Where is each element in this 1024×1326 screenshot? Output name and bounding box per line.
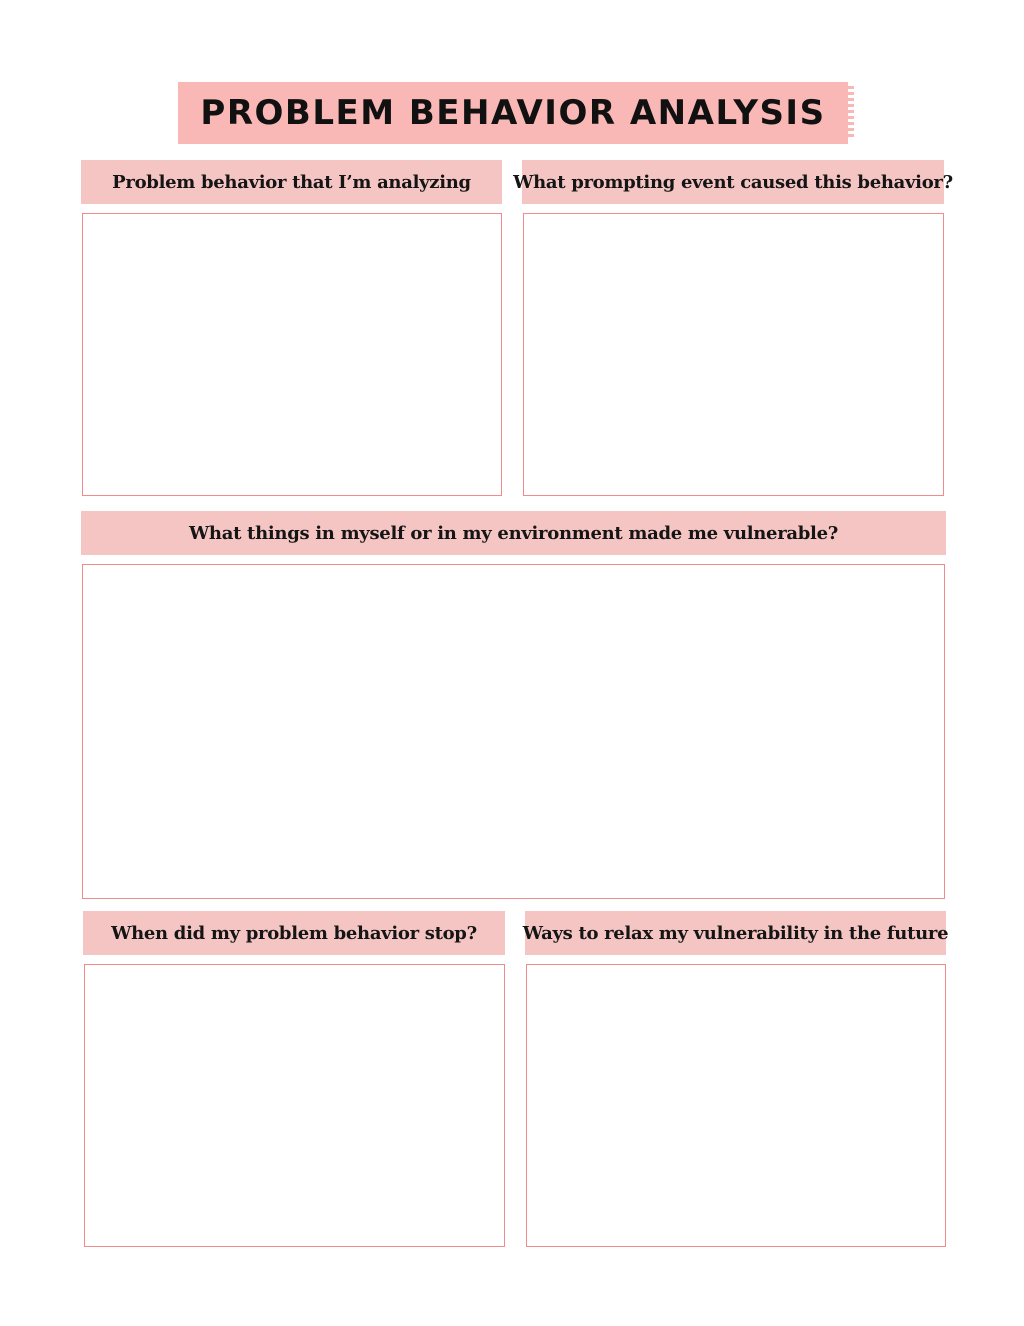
section-label: What things in myself or in my environment made me vulnerable? — [189, 522, 838, 544]
section-label: Problem behavior that I’m analyzing — [112, 171, 471, 193]
section-header-prompting-event — [513, 160, 953, 204]
behavior-stop-answer-box[interactable] — [84, 964, 505, 1247]
page-title: PROBLEM BEHAVIOR ANALYSIS — [200, 93, 826, 133]
section-header-problem-behavior — [81, 160, 502, 204]
section-label: When did my problem behavior stop? — [111, 922, 477, 944]
section-label: Ways to relax my vulnerability in the future — [522, 922, 949, 944]
section-header-behavior-stop — [83, 911, 505, 955]
section-header-relax-vulnerability — [522, 911, 949, 955]
relax-vulnerability-answer-box[interactable] — [526, 964, 946, 1247]
title-banner — [178, 82, 848, 144]
prompting-event-answer-box[interactable] — [523, 213, 944, 496]
section-header-vulnerability — [81, 511, 946, 555]
section-label: What prompting event caused this behavior? — [513, 171, 953, 193]
problem-behavior-answer-box[interactable] — [82, 213, 502, 496]
vulnerability-answer-box[interactable] — [82, 564, 945, 899]
